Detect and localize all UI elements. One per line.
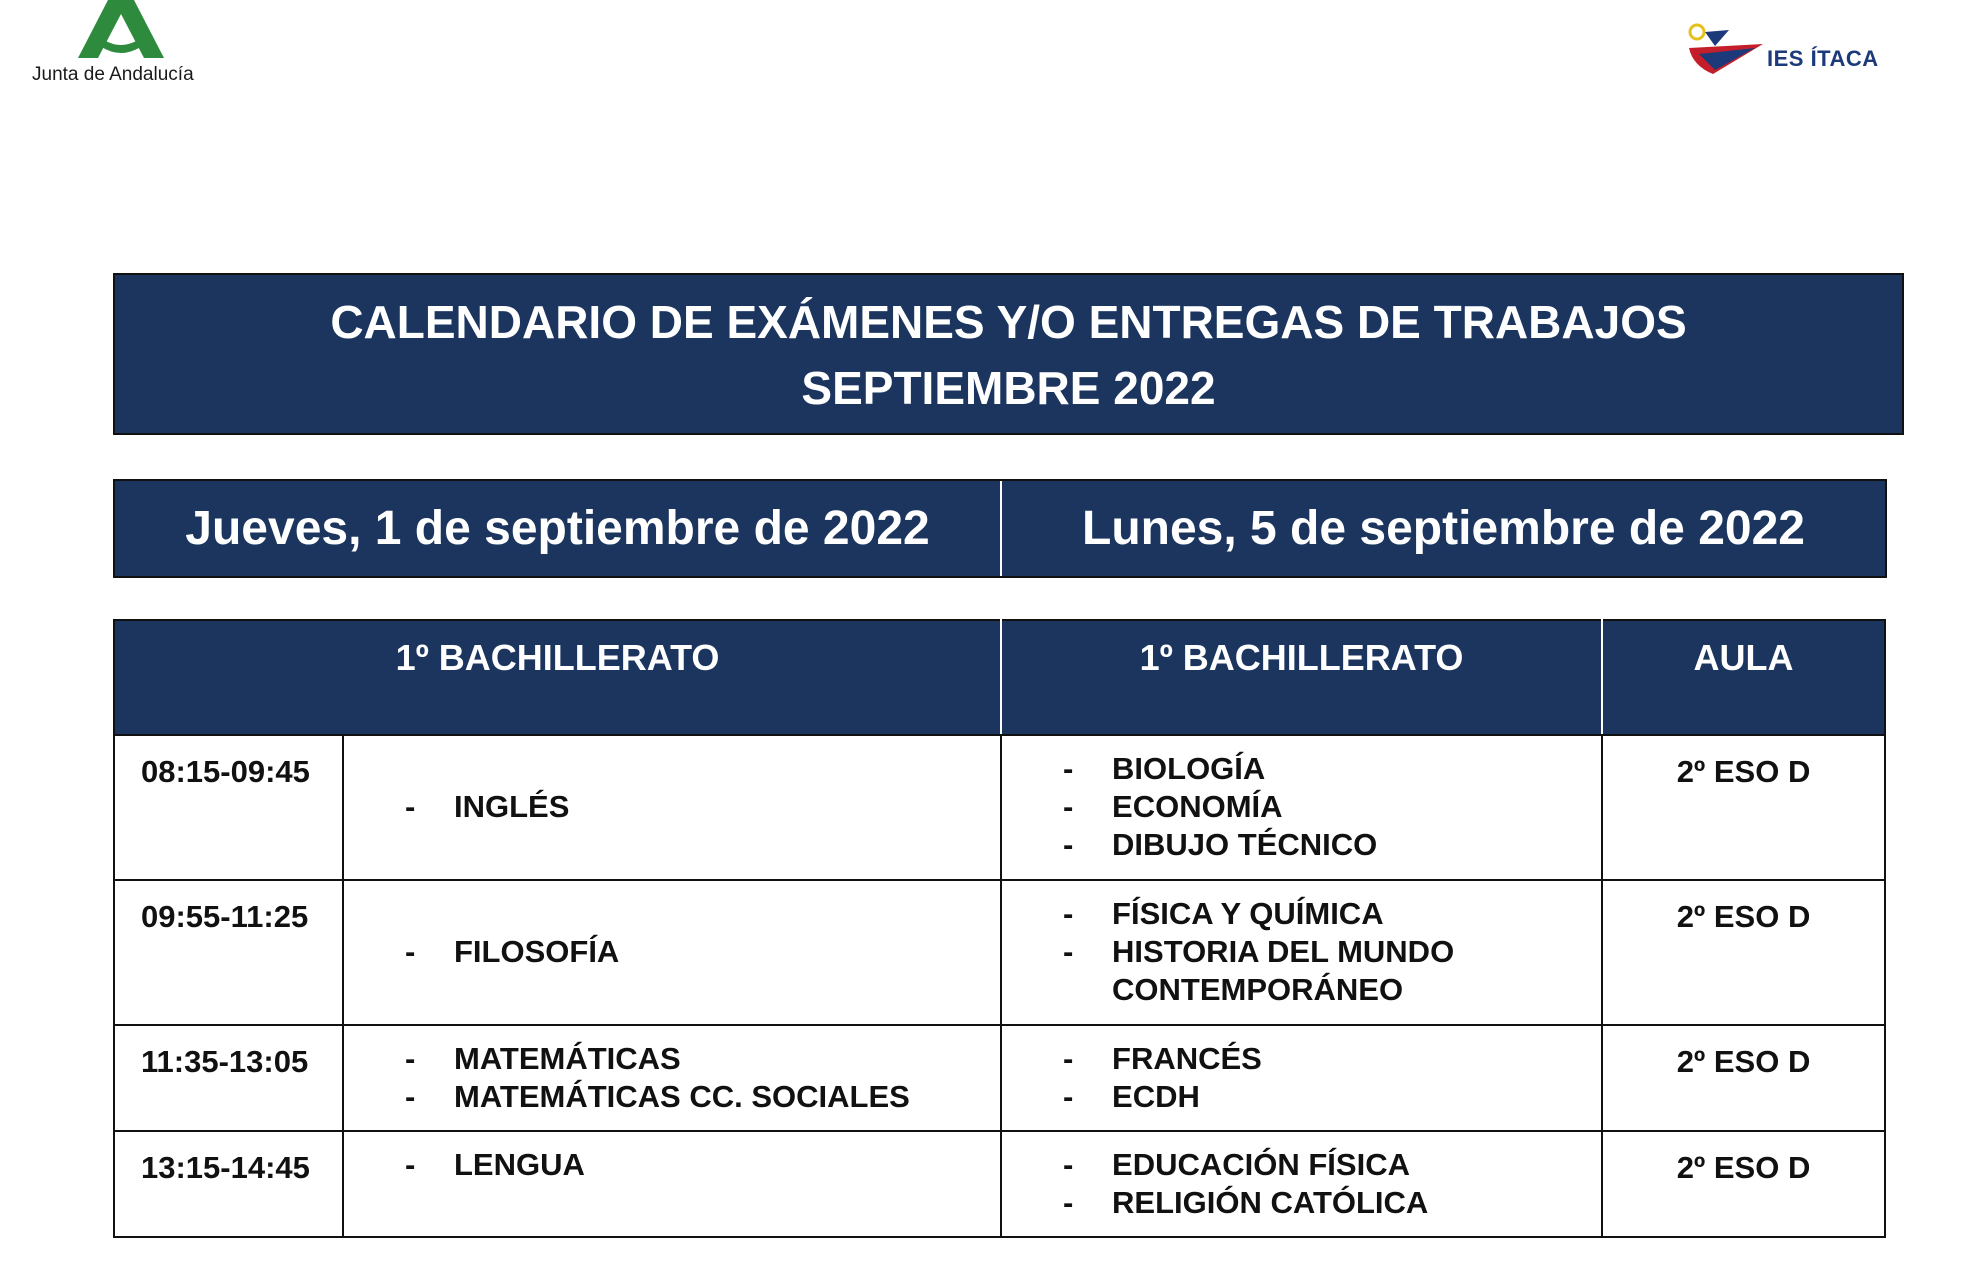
calendar-title-box	[113, 273, 1904, 435]
ship-icon	[1685, 18, 1775, 78]
subject-list	[344, 1146, 1000, 1184]
subject-list	[344, 788, 1000, 826]
subject-item: CONTEMPORÁNEO	[1112, 972, 1404, 1007]
table-row	[114, 880, 1885, 1025]
title-line-1: CALENDARIO DE EXÁMENES Y/O ENTREGAS DE TRABAJOS	[330, 296, 1687, 348]
junta-emblem-icon	[78, 0, 164, 62]
junta-andalucia-logo	[30, 0, 210, 90]
subject-list	[1002, 895, 1601, 1009]
schedule-table	[113, 619, 1886, 1238]
subject-list	[1002, 1146, 1601, 1222]
right-subjects-cell	[1001, 735, 1602, 880]
subject-item: - HISTORIA DEL MUNDO	[1002, 933, 1601, 971]
subject-list	[1002, 750, 1601, 864]
right-subjects-cell	[1001, 1131, 1602, 1237]
left-subjects-cell	[343, 880, 1001, 1025]
aula-cell: 2º ESO D	[1602, 1025, 1885, 1131]
time-cell: 09:55-11:25	[114, 880, 343, 1025]
subject-item: - FILOSOFÍA	[344, 933, 1000, 971]
subject-item: - FÍSICA Y QUÍMICA	[1002, 895, 1601, 933]
left-subjects-cell	[343, 1131, 1001, 1237]
subject-item: - LENGUA	[344, 1146, 1000, 1184]
left-subjects-cell	[343, 1025, 1001, 1131]
title-line-2: SEPTIEMBRE 2022	[801, 362, 1216, 414]
aula-cell: 2º ESO D	[1602, 1131, 1885, 1237]
subject-item: - INGLÉS	[344, 788, 1000, 826]
subject-item: - ECDH	[1002, 1078, 1601, 1116]
left-subjects-cell	[343, 735, 1001, 880]
subject-list	[1002, 1040, 1601, 1116]
time-cell: 11:35-13:05	[114, 1025, 343, 1131]
table-header-row	[114, 620, 1885, 735]
table-row	[114, 1025, 1885, 1131]
junta-logo-text: Junta de Andalucía	[32, 64, 194, 85]
subject-list	[344, 1040, 1000, 1116]
date-left: Jueves, 1 de septiembre de 2022	[115, 481, 1002, 576]
subject-item: - EDUCACIÓN FÍSICA	[1002, 1146, 1601, 1184]
subject-item: - DIBUJO TÉCNICO	[1002, 826, 1601, 864]
ies-logo-text: IES ÍTACA	[1767, 46, 1879, 71]
time-cell: 13:15-14:45	[114, 1131, 343, 1237]
header-right-group: 1º BACHILLERATO	[1001, 620, 1602, 735]
ies-itaca-logo	[1685, 18, 1885, 78]
dates-header	[113, 479, 1887, 578]
aula-cell: 2º ESO D	[1602, 880, 1885, 1025]
table-row	[114, 735, 1885, 880]
aula-cell: 2º ESO D	[1602, 735, 1885, 880]
subject-item: - MATEMÁTICAS CC. SOCIALES	[344, 1078, 1000, 1116]
right-subjects-cell	[1001, 1025, 1602, 1131]
date-right: Lunes, 5 de septiembre de 2022	[1082, 502, 1805, 555]
subject-item: - BIOLOGÍA	[1002, 750, 1601, 788]
time-cell: 08:15-09:45	[114, 735, 343, 880]
table-row	[114, 1131, 1885, 1237]
subject-item: - FRANCÉS	[1002, 1040, 1601, 1078]
subject-item: - MATEMÁTICAS	[344, 1040, 1000, 1078]
header-left-group: 1º BACHILLERATO	[114, 620, 1001, 735]
right-subjects-cell	[1001, 880, 1602, 1025]
subject-item: - ECONOMÍA	[1002, 788, 1601, 826]
header-aula: AULA	[1602, 620, 1885, 735]
subject-list	[344, 933, 1000, 971]
subject-item: - RELIGIÓN CATÓLICA	[1002, 1184, 1601, 1222]
